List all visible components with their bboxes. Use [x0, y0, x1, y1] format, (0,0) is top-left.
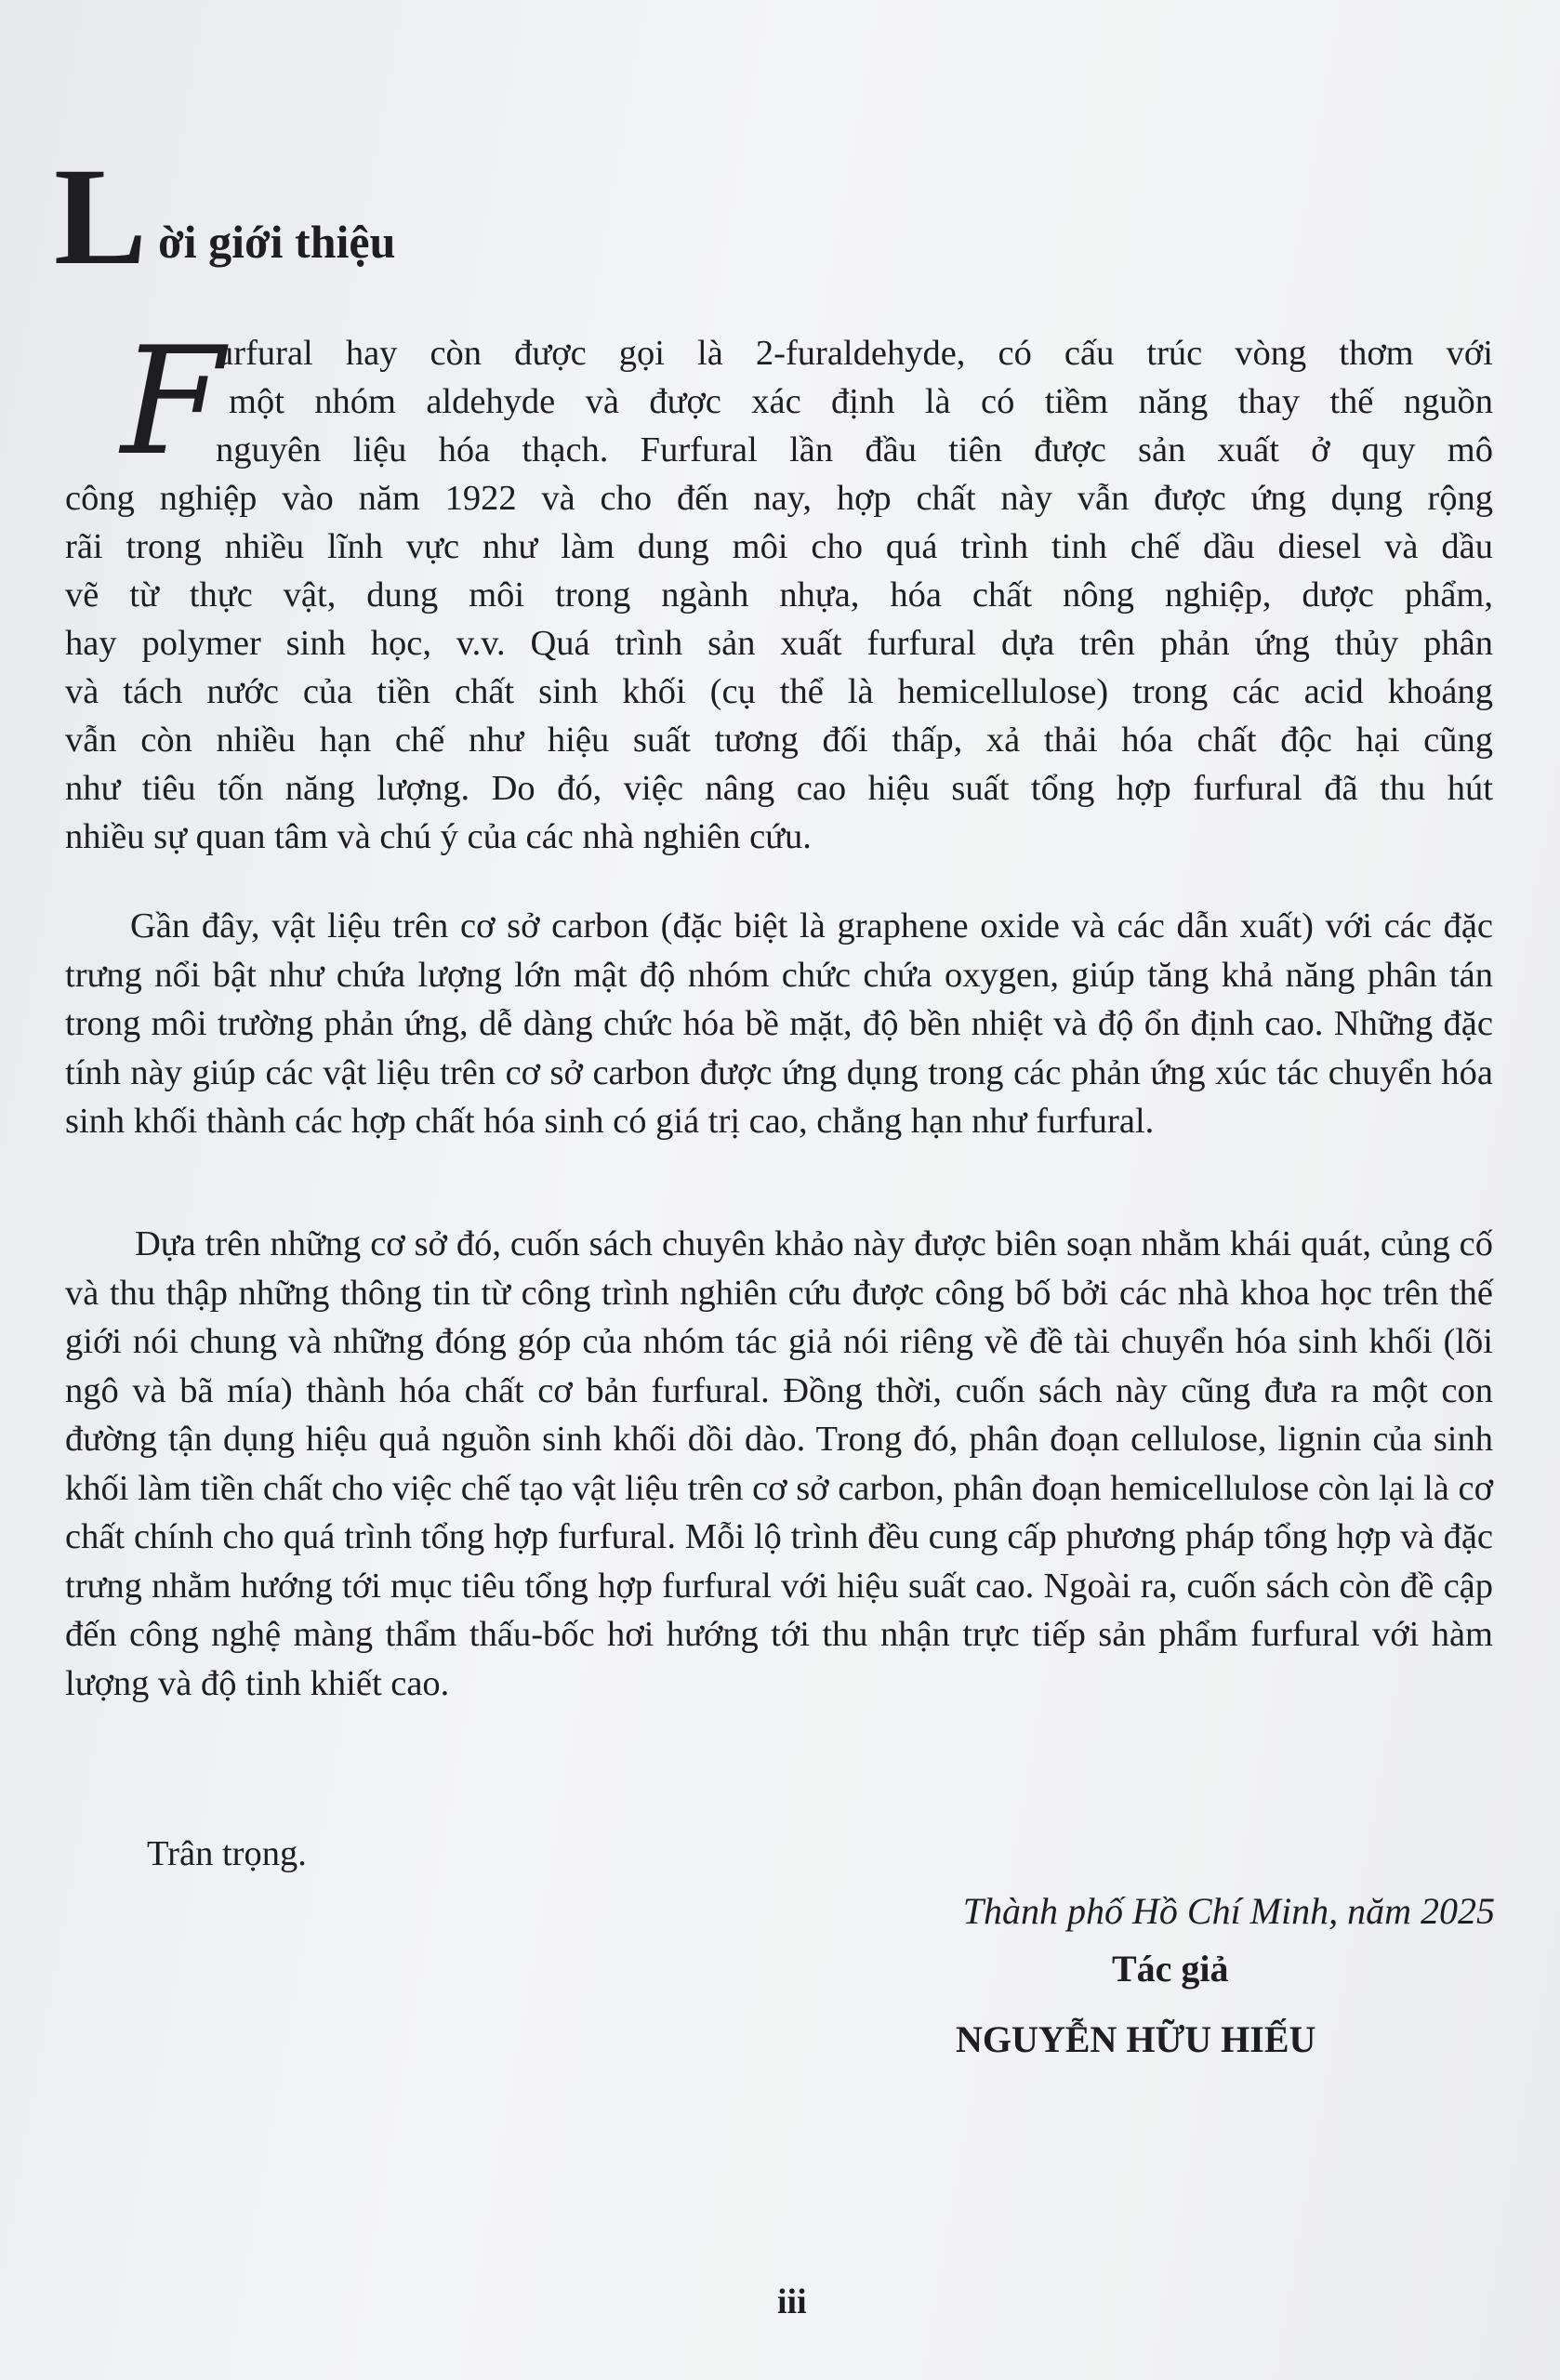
paragraph-1-line: một nhóm aldehyde và được xác định là có tiềm năng thay thế nguồn: [229, 382, 1493, 421]
place-date: Thành phố Hồ Chí Minh, năm 2025: [962, 1890, 1495, 1932]
paragraph-3: Dựa trên những cơ sở đó, cuốn sách chuyên khảo này được biên soạn nhằm khái quát, củng cố và thu thập những thông tin từ công trình nghiên cứu được công bố bởi các nhà khoa học trên thế giới nói chung và những đóng góp của nhóm tác giả nói riêng về đề tài chuyển hóa sinh khối (lõi ngô và bã mía) thành hóa chất cơ bản furfural. Đồng thời, cuốn sách này cũng đưa ra một con đường tận dụng hiệu quả nguồn sinh khối dồi dào. Trong đó, phân đoạn cellulose, lignin của sinh khối làm tiền chất cho việc chế tạo vật liệu trên cơ sở carbon, phân đoạn hemicellulose còn lại là cơ chất chính cho quá trình tổng hợp furfural. Mỗi lộ trình đều cung cấp phương pháp tổng hợp và đặc trưng nhằm hướng tới mục tiêu tổng hợp furfural với hiệu suất cao. Ngoài ra, cuốn sách còn đề cập đến công nghệ màng thẩm thấu-bốc hơi hướng tới thu nhận trực tiếp sản phẩm furfural với hàm lượng và độ tinh khiết cao.: [65, 1224, 1493, 1703]
page-number: iii: [777, 2282, 807, 2321]
paragraph-2: Gần đây, vật liệu trên cơ sở carbon (đặc biệt là graphene oxide và các dẫn xuất) với các đặc trưng nổi bật như chứa lượng lớn mật độ nhóm chức chứa oxygen, giúp tăng khả năng phân tán trong môi trường phản ứng, dễ dàng chức hóa bề mặt, độ bền nhiệt và độ ổn định cao. Những đặc tính này giúp các vật liệu trên cơ sở carbon được ứng dụng trong các phản ứng xúc tác chuyển hóa sinh khối thành các hợp chất hóa sinh có giá trị cao, chẳng hạn như furfural.: [65, 906, 1493, 1141]
drop-cap: F: [121, 314, 225, 488]
paragraph-1-line: vẫn còn nhiều hạn chế như hiệu suất tương đối thấp, xả thải hóa chất độc hại cũng: [65, 721, 1493, 760]
paragraph-1-line: nhiều sự quan tâm và chú ý của các nhà nghiên cứu.: [65, 817, 812, 856]
author-name: NGUYỄN HỮU HIẾU: [956, 2018, 1316, 2060]
closing-text: Trân trọng.: [147, 1834, 307, 1873]
paragraph-1-line: hay polymer sinh học, v.v. Quá trình sản xuất furfural dựa trên phản ứng thủy phân: [65, 624, 1493, 663]
paragraph-1-line: vẽ từ thực vật, dung môi trong ngành nhựa, hóa chất nông nghiệp, dược phẩm,: [65, 575, 1493, 615]
paragraph-1-line: và tách nước của tiền chất sinh khối (cụ thể là hemicellulose) trong các acid khoáng: [65, 672, 1493, 711]
paragraph-1-line: công nghiệp vào năm 1922 và cho đến nay, hợp chất này vẫn được ứng dụng rộng: [65, 479, 1493, 518]
heading-text: ời giới thiệu: [158, 216, 396, 268]
heading-initial: L: [54, 139, 148, 294]
paragraph-1-line: như tiêu tốn năng lượng. Do đó, việc nâng cao hiệu suất tổng hợp furfural đã thu hút: [65, 769, 1493, 808]
paragraph-1-line: urfural hay còn được gọi là 2-furaldehyde, có cấu trúc vòng thơm với: [216, 334, 1493, 373]
author-role: Tác giả: [1112, 1948, 1229, 1990]
paragraph-1-line: nguyên liệu hóa thạch. Furfural lần đầu tiên được sản xuất ở quy mô: [216, 430, 1493, 469]
paragraph-1-line: rãi trong nhiều lĩnh vực như làm dung môi cho quá trình tinh chế dầu diesel và dầu: [65, 527, 1493, 566]
page-heading: [54, 139, 984, 294]
